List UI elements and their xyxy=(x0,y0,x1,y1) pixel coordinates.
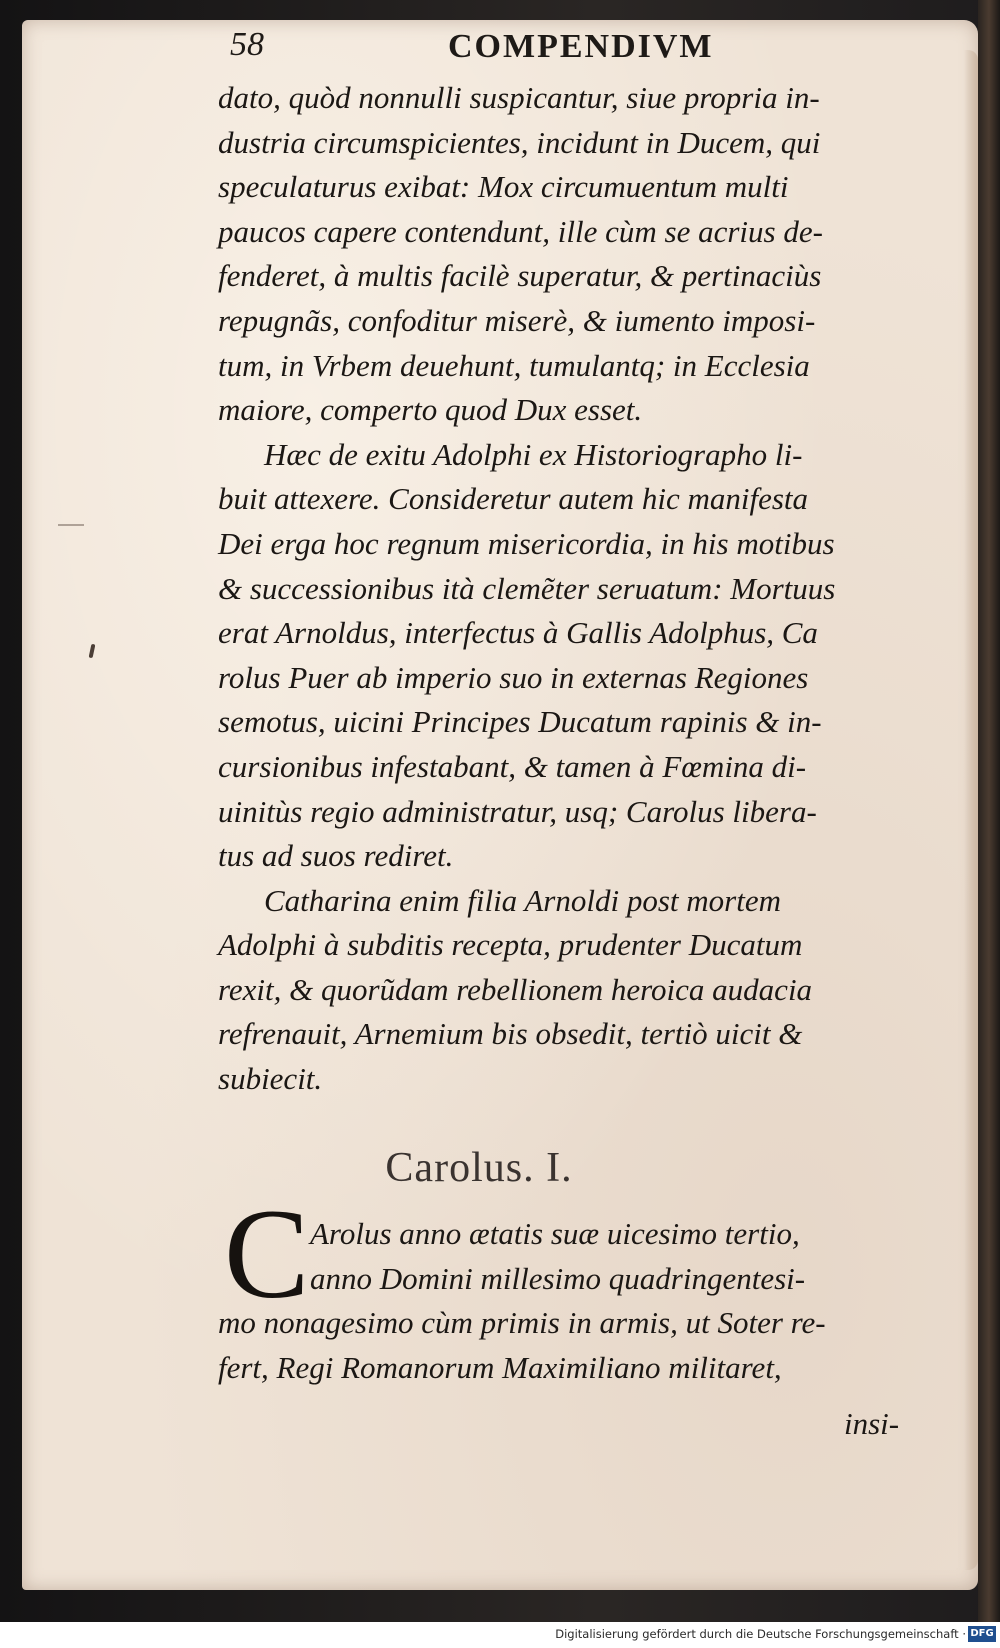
text-line: fert, Regi Romanorum Maximiliano militaret, xyxy=(218,1349,782,1385)
text-line: fenderet, à multis facilè superatur, & pertinaciùs xyxy=(218,258,822,294)
text-line: subiecit. xyxy=(218,1061,323,1097)
text-line: semotus, uicini Principes Ducatum rapinis & in- xyxy=(218,704,822,740)
book-spine xyxy=(978,0,1000,1622)
text-line: Adolphi à subditis recepta, prudenter Ducatum xyxy=(218,927,803,963)
text-line: anno Domini millesimo quadringentesi- xyxy=(310,1260,806,1296)
text-line: Arolus anno ætatis suæ uicesimo tertio, xyxy=(310,1216,800,1251)
text-line: maiore, comperto quod Dux esset. xyxy=(218,392,643,428)
text-line: mo nonagesimo cùm primis in armis, ut Soter re- xyxy=(218,1305,826,1341)
page-edge xyxy=(964,50,978,1570)
page-number: 58 xyxy=(230,26,264,63)
dfg-logo: DFG xyxy=(968,1626,996,1642)
paragraph-1 xyxy=(218,76,908,433)
margin-mark xyxy=(58,524,84,526)
text-line: rexit, & quorũdam rebellionem heroica audacia xyxy=(218,971,813,1007)
text-line: Dei erga hoc regnum misericordia, in his motibus xyxy=(218,525,835,561)
text-line: & successionibus ità clemẽter seruatum: Mortuus xyxy=(218,570,836,606)
text-line: Catharina enim filia Arnoldi post mortem xyxy=(264,882,781,918)
text-line: buit attexere. Consideretur autem hic manifesta xyxy=(218,481,809,517)
text-line: rolus Puer ab imperio suo in externas Regiones xyxy=(218,659,809,695)
text-line: speculaturus exibat: Mox circumuentum multi xyxy=(218,169,789,205)
text-line: dato, quòd nonnulli suspicantur, siue propria in- xyxy=(218,80,820,115)
text-line: erat Arnoldus, interfectus à Gallis Adolphus, Ca xyxy=(218,615,818,651)
paragraph-3 xyxy=(218,879,908,1102)
digitization-footer xyxy=(0,1622,1000,1648)
page-header xyxy=(210,26,910,74)
paragraph-2 xyxy=(218,433,908,879)
text-line: dustria circumspicientes, incidunt in Ducem, qui xyxy=(218,124,821,160)
text-line: Hæc de exitu Adolphi ex Historiographo li- xyxy=(264,436,803,472)
paragraph-4 xyxy=(218,1212,908,1390)
text-line: refrenauit, Arnemium bis obsedit, tertiò uicit & xyxy=(218,1016,803,1052)
text-line: repugnãs, confoditur miserè, & iumento imposi- xyxy=(218,302,816,338)
funding-credit: Digitalisierung gefördert durch die Deutsche Forschungsgemeinschaft · xyxy=(555,1627,966,1641)
catchword: insi- xyxy=(844,1406,900,1441)
drop-cap-initial: C xyxy=(224,1183,310,1325)
text-line: paucos capere contendunt, ille cùm se acrius de- xyxy=(218,213,823,249)
main-text xyxy=(218,76,908,1102)
text-line: tum, in Vrbem deuehunt, tumulantq; in Ecclesia xyxy=(218,347,810,383)
text-line: uinitùs regio administratur, usq; Carolus libera- xyxy=(218,793,817,829)
text-line: cursionibus infestabant, & tamen à Fœmina di- xyxy=(218,748,807,784)
running-title: COMPENDIVM xyxy=(448,28,714,65)
section-heading: Carolus. I. xyxy=(385,1145,573,1191)
text-line: tus ad suos rediret. xyxy=(218,838,454,874)
